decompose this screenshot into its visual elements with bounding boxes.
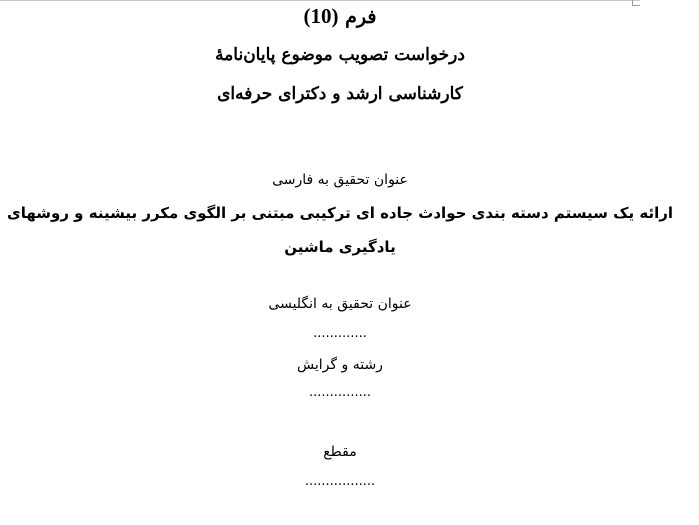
english-title-label: عنوان تحقیق به انگلیسی <box>268 296 412 312</box>
page-top-edge <box>0 0 640 1</box>
form-heading-line2: کارشناسی ارشد و دکترای حرفه‌ای <box>217 84 463 104</box>
persian-title-label: عنوان تحقیق به فارسی <box>272 172 408 188</box>
persian-title-line1: ارائه یک سیستم دسته بندی حوادث جاده ای ترکیبی مبتنی بر الگوی مکرر بیشینه و روشهای <box>6 204 674 222</box>
form-number: (10) <box>303 4 339 28</box>
english-title-placeholder: ............. <box>313 326 367 341</box>
persian-title-line2: یادگیری ماشین <box>284 238 396 256</box>
form-title <box>0 4 680 29</box>
field-placeholder: ............... <box>309 385 371 400</box>
level-placeholder: ................. <box>304 474 376 489</box>
form-heading-line1: درخواست تصویب موضوع پایان‌نامهٔ <box>215 45 465 65</box>
field-label: رشته و گرایش <box>297 357 383 373</box>
form-title-word: فرم <box>345 6 377 28</box>
level-label: مقطع <box>323 444 357 460</box>
